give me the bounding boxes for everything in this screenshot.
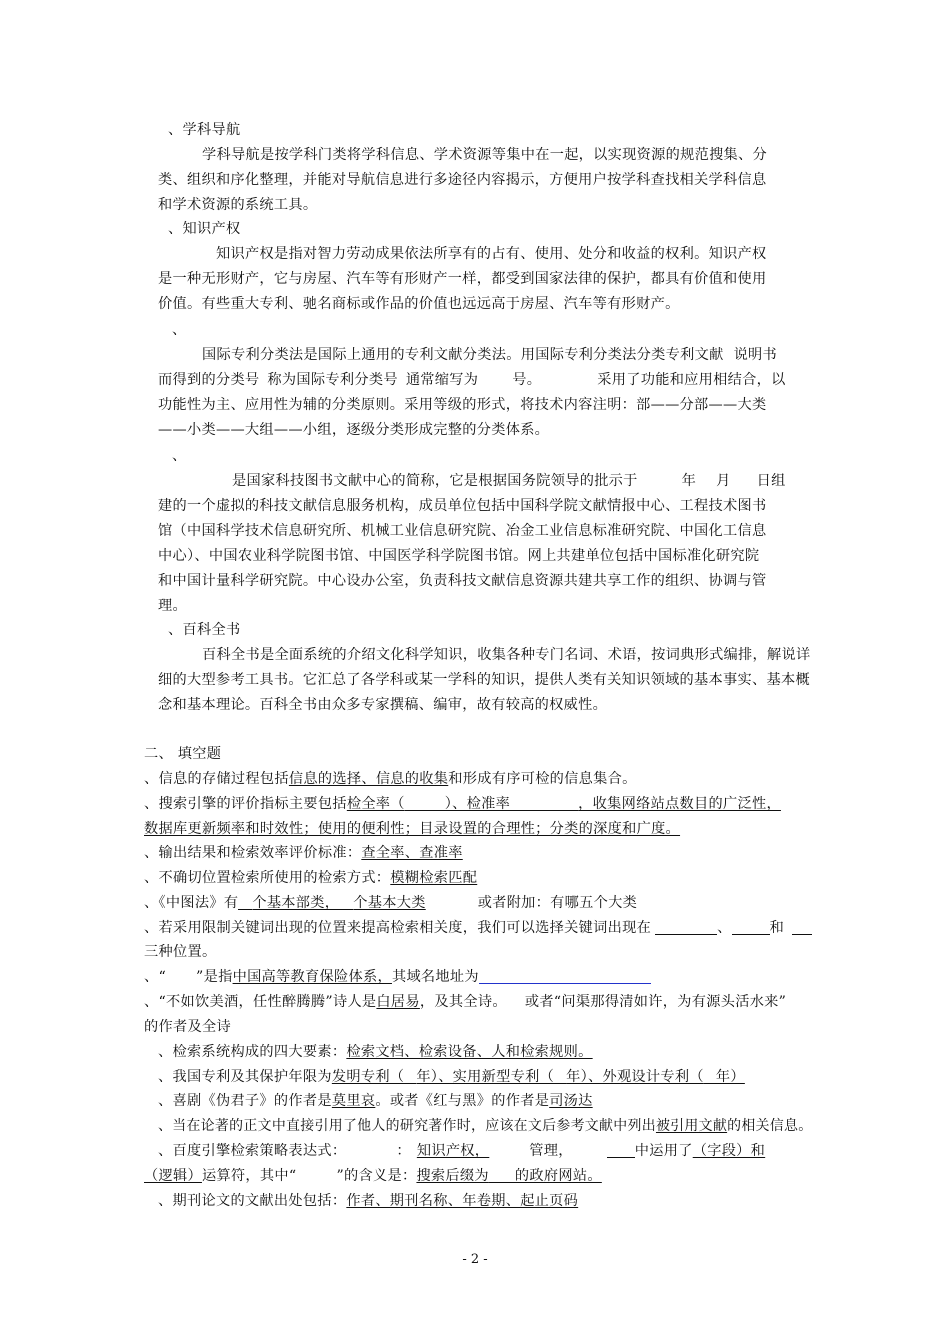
fill-question-9	[158, 1042, 593, 1062]
text: 、“	[144, 969, 167, 985]
fill-question-8-cont: 的作者及全诗	[144, 1019, 231, 1035]
text: 和	[769, 920, 785, 936]
text: 通常缩写为	[405, 372, 479, 388]
text: 说明书	[733, 347, 778, 363]
text: ”是指	[196, 969, 233, 985]
blank	[704, 1068, 716, 1084]
para-line: 念和基本理论。百科全书由众多专家撰稿、编审，故有较高的权威性。	[158, 697, 608, 713]
text: 国际专利分类法是国际上通用的专利文献分类法。用国际专利分类法分类专利文献	[202, 347, 724, 363]
text: 、“不如饮美酒，任性醉腾腾”诗人是	[144, 994, 377, 1010]
para-line: 中心）、中国农业科学院图书馆、中国医学科学院图书馆。网上共建单位包括中国标准化研究院	[158, 548, 760, 564]
blank	[554, 1068, 566, 1084]
text: 月	[716, 473, 731, 489]
blank	[404, 1068, 416, 1084]
para-line: 学科导航是按学科门类将学科信息、学术资源等集中在一起，以实现资源的规范搜集、分	[202, 147, 768, 163]
text: 、信息的存储过程包括	[144, 771, 289, 787]
answer: 模糊检索匹配	[390, 870, 478, 886]
text: 采用了功能和应用相结合，以	[597, 372, 786, 388]
answer: 年）、外观设计专利（	[566, 1069, 704, 1085]
answer: （逻辑）	[144, 1168, 202, 1184]
fill-question-1	[144, 769, 637, 789]
fill-question-4	[144, 868, 477, 888]
fill-question-2-cont	[144, 819, 680, 839]
heading-nstl: 、	[172, 448, 187, 464]
text: ，及其全诗。	[419, 994, 507, 1010]
text: 、当在论著的正文中直接引用了他人的研究著作时，应该在文后参考文献中列出	[158, 1118, 656, 1134]
text: 、期刊论文的文献出处包括：	[158, 1193, 347, 1209]
text: 、输出结果和检索效率评价标准：	[144, 845, 362, 861]
para-line: 知识产权是指对智力劳动成果依法所享有的占有、使用、处分和收益的权利。知识产权	[216, 246, 767, 262]
blank	[510, 795, 578, 811]
para-line: 细的大型参考工具书。它汇总了各学科或某一学科的知识，提供人类有关知识领域的基本事实、基本概	[158, 672, 810, 688]
para-line: 和学术资源的系统工具。	[158, 197, 318, 213]
text: ”的含义是：	[336, 1168, 417, 1184]
text: 、若采用限制关键词出现的位置来提高检索相关度，我们可以选择关键词出现在	[144, 920, 652, 936]
text: 、我国专利及其保护年限为	[158, 1069, 332, 1085]
text: ：	[396, 1143, 411, 1159]
answer: 检全率（	[346, 796, 405, 812]
answer: 个基本大类	[353, 895, 426, 911]
answer: 年）、实用新型专利（	[416, 1069, 555, 1085]
answer: 莫里哀	[331, 1093, 376, 1109]
fill-question-10	[158, 1067, 745, 1087]
para-line: 功能性为主、应用性为辅的分类原则。采用等级的形式，将技术内容注明：部——分部——大类	[158, 397, 767, 413]
text: 号。	[512, 372, 542, 388]
text: 。或者《红与黑》的作者是	[375, 1093, 550, 1109]
text: 、不确切位置检索所使用的检索方式：	[144, 870, 391, 886]
para-line: 百科全书是全面系统的介绍文化科学知识，收集各种专门名词、术语，按词典形式编排，解说详	[202, 647, 811, 663]
answer: 信息的选择、信息的收集	[288, 771, 449, 787]
answer: 的政府网站。	[514, 1168, 602, 1184]
text: 或者“问渠那得清如许，为有源头活水来”	[524, 994, 787, 1010]
text: 、搜索引擎的评价指标主要包括	[144, 796, 347, 812]
text: 或者附加：有哪五个大类	[477, 895, 638, 911]
answer: 数据库更新频率和时效性；使用的便利性；目录设置的合理性；分类的深度和广度。	[144, 821, 681, 837]
text: 、	[717, 920, 732, 936]
blank	[238, 894, 252, 910]
answer: 检索文档、检索设备、人和检索规则。	[346, 1044, 593, 1060]
para-line: 是一种无形财产，它与房屋、汽车等有形财产一样，都受到国家法律的保护，都具有价值和使用	[158, 271, 767, 287]
fill-question-2	[144, 794, 781, 814]
heading-xueke: 、学科导航	[168, 122, 241, 138]
text: 中运用了	[634, 1143, 693, 1159]
para-line: 理。	[158, 598, 187, 614]
answer: （字段）和	[692, 1143, 766, 1159]
text: 、检索系统构成的四大要素：	[158, 1044, 347, 1060]
url-blank	[479, 968, 651, 984]
answer: 知识产权，	[416, 1143, 490, 1159]
answer: 中国高等教育保险体系，	[232, 969, 392, 985]
fill-question-6-cont: 三种位置。	[144, 944, 217, 960]
fill-question-11	[158, 1091, 593, 1111]
answer: ）、检准率	[444, 796, 511, 812]
text: 而得到的分类号	[158, 372, 260, 388]
blank	[607, 1142, 635, 1158]
blank	[489, 1167, 515, 1183]
fill-question-7	[144, 967, 651, 987]
answer: 被引用文献	[655, 1118, 728, 1134]
fill-question-14	[158, 1191, 578, 1211]
para-line	[158, 370, 786, 390]
fill-question-12	[158, 1116, 812, 1136]
answer: 作者、期刊名称、年卷期、起止页码	[346, 1193, 579, 1209]
answer: 年）	[715, 1069, 745, 1085]
blank	[655, 919, 717, 935]
text: 日组	[756, 473, 786, 489]
text: 称为国际专利分类号	[267, 372, 398, 388]
para-line: 和中国计量科学研究院。中心设办公室，负责科技文献信息资源共建共享工作的组织、协调与管	[158, 573, 767, 589]
text: 其域名地址为	[391, 969, 479, 985]
para-line: 馆（中国科学技术信息研究所、机械工业信息研究院、冶金工业信息标准研究院、中国化工信息	[158, 523, 767, 539]
fill-question-5	[144, 893, 637, 913]
blank	[339, 894, 353, 910]
heading-zhishi: 、知识产权	[168, 221, 241, 237]
heading-ipc: 、	[172, 322, 187, 338]
text: 年	[681, 473, 697, 489]
para-line: 价值。有些重大专利、驰名商标或作品的价值也远远高于房屋、汽车等有形财产。	[158, 296, 680, 312]
answer: 白居易	[376, 994, 420, 1010]
para-line: 建的一个虚拟的科技文献信息服务机构，成员单位包括中国科学院文献情报中心、工程技术图书	[158, 498, 767, 514]
para-line: 类、组织和序化整理，并能对导航信息进行多途径内容揭示，方便用户按学科查找相关学科信息	[158, 172, 767, 188]
para-line	[232, 471, 786, 491]
fill-question-13	[158, 1141, 765, 1161]
fill-question-8	[144, 992, 786, 1012]
text: 是国家科技图书文献中心的简称，它是根据国务院领导的批示于	[232, 473, 638, 489]
answer: 个基本部类，	[252, 895, 340, 911]
page-number: - 2 -	[462, 1252, 488, 1267]
answer: 查全率、查准率	[361, 845, 463, 861]
fill-question-3	[144, 843, 463, 863]
answer: 发明专利（	[331, 1069, 405, 1085]
answer: 司汤达	[549, 1093, 593, 1109]
answer: 搜索后缀为	[416, 1168, 489, 1184]
answer: ，收集网络站点数目的广泛性，	[578, 796, 781, 812]
blank	[405, 795, 445, 811]
blank	[792, 919, 812, 935]
blank	[732, 919, 770, 935]
text: 和形成有序可检的信息集合。	[448, 771, 637, 787]
fill-question-6	[144, 918, 812, 938]
text: 、喜剧《伪君子》的作者是	[158, 1093, 332, 1109]
fill-question-13-cont	[144, 1166, 602, 1186]
heading-baike: 、百科全书	[168, 622, 241, 638]
text: 、《中图法》有	[144, 895, 239, 911]
text: 、百度引擎检索策略表达式：	[158, 1143, 347, 1159]
para-line: ——小类——大组——小组，逐级分类形成完整的分类体系。	[158, 422, 550, 438]
text: 的相关信息。	[727, 1118, 813, 1134]
section-title-fill: 二、 填空题	[144, 746, 222, 762]
text: 运算符，其中“	[201, 1168, 297, 1184]
para-line	[202, 345, 777, 365]
text: 管理，	[529, 1143, 573, 1159]
